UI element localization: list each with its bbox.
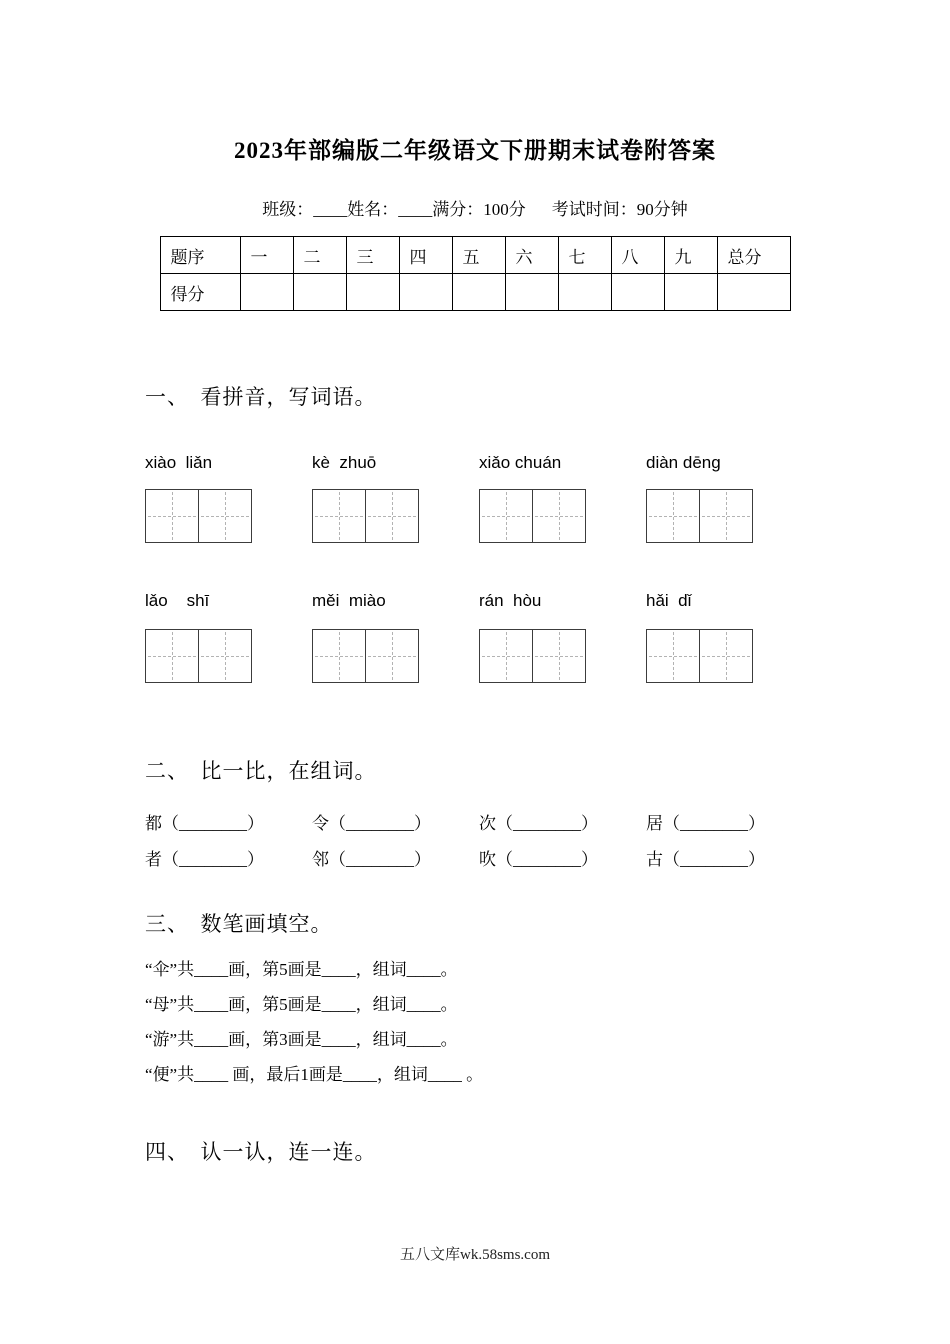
writing-cell	[532, 490, 585, 542]
writing-cell	[647, 630, 699, 682]
exam-time-label: 考试时间：90分钟	[551, 200, 688, 219]
stroke-count-line: “伞”共____画，第5画是____，组词____。	[145, 960, 458, 979]
writing-grid	[479, 629, 586, 683]
writing-cell	[313, 490, 365, 542]
writing-grid	[312, 629, 419, 683]
pinyin-row-2	[145, 591, 825, 611]
pinyin-word: diàn dēng	[646, 453, 721, 472]
header-cell-5: 五	[452, 237, 505, 274]
header-cell-total: 总分	[717, 237, 790, 274]
pinyin-word: kè zhuō	[312, 453, 377, 472]
header-cell-4: 四	[399, 237, 452, 274]
score-row-label: 得分	[160, 274, 240, 311]
word-blank: 次（________）	[479, 814, 598, 833]
writing-cell	[532, 630, 585, 682]
score-cell	[611, 274, 664, 311]
score-cell	[452, 274, 505, 311]
pinyin-row-1	[145, 453, 825, 473]
header-cell-9: 九	[664, 237, 717, 274]
word-blank: 令（________）	[312, 814, 431, 833]
score-table-header-row	[160, 237, 790, 274]
score-cell	[240, 274, 293, 311]
score-cell	[717, 274, 790, 311]
score-cell	[346, 274, 399, 311]
pinyin-word: xiǎo chuán	[479, 453, 562, 472]
writing-cell	[146, 630, 198, 682]
header-cell-1: 一	[240, 237, 293, 274]
score-table	[160, 236, 791, 311]
word-blank: 古（________）	[646, 850, 765, 869]
header-cell-2: 二	[293, 237, 346, 274]
exam-body	[145, 381, 825, 1166]
stroke-count-line: “母”共____画，第5画是____，组词____。	[145, 995, 458, 1014]
writing-cell	[699, 630, 752, 682]
writing-grid-row-2	[145, 629, 825, 683]
writing-grid	[479, 489, 586, 543]
page-title: 2023年部编版二年级语文下册期末试卷附答案	[234, 138, 716, 163]
writing-cell	[198, 490, 251, 542]
header-cell-6: 六	[505, 237, 558, 274]
pinyin-word: lǎo shī	[145, 591, 210, 610]
word-blank: 邻（________）	[312, 850, 431, 869]
stroke-count-line: “游”共____画，第3画是____，组词____。	[145, 1030, 458, 1049]
header-cell-tixu: 题序	[160, 237, 240, 274]
stroke-count-lines	[145, 952, 825, 1092]
class-blank: 班级：____	[262, 200, 348, 219]
pinyin-word: rán hòu	[479, 591, 542, 610]
header-cell-3: 三	[346, 237, 399, 274]
word-blank: 者（________）	[145, 850, 264, 869]
section-one-heading: 一、 看拼音，写词语。	[145, 385, 377, 409]
writing-cell	[313, 630, 365, 682]
pinyin-word: xiào liǎn	[145, 453, 213, 472]
pinyin-word: hǎi dǐ	[646, 591, 692, 610]
writing-cell	[365, 630, 418, 682]
section-two-heading: 二、 比一比，在组词。	[145, 759, 377, 783]
score-cell	[664, 274, 717, 311]
writing-cell	[198, 630, 251, 682]
full-score-label: 满分：100分	[432, 200, 526, 219]
word-compare-row-1	[145, 809, 825, 834]
name-blank: 姓名：____	[347, 200, 433, 219]
writing-cell	[146, 490, 198, 542]
word-compare-row-2	[145, 845, 825, 870]
writing-grid	[646, 489, 753, 543]
writing-grid	[312, 489, 419, 543]
writing-cell	[480, 490, 532, 542]
header-cell-7: 七	[558, 237, 611, 274]
writing-cell	[480, 630, 532, 682]
score-cell	[505, 274, 558, 311]
writing-grid	[646, 629, 753, 683]
writing-grid	[145, 629, 252, 683]
score-cell	[399, 274, 452, 311]
stroke-count-line: “便”共____ 画，最后1画是____，组词____ 。	[145, 1065, 484, 1084]
writing-cell	[365, 490, 418, 542]
word-blank: 都（________）	[145, 814, 264, 833]
section-four-heading: 四、 认一认，连一连。	[145, 1140, 377, 1164]
score-cell	[293, 274, 346, 311]
score-cell	[558, 274, 611, 311]
writing-grid	[145, 489, 252, 543]
word-blank: 吹（________）	[479, 850, 598, 869]
pinyin-word: měi miào	[312, 591, 386, 610]
writing-cell	[647, 490, 699, 542]
writing-cell	[699, 490, 752, 542]
section-three-heading: 三、 数笔画填空。	[145, 912, 333, 936]
score-table-score-row	[160, 274, 790, 311]
word-blank: 居（________）	[646, 814, 765, 833]
writing-grid-row-1	[145, 489, 825, 543]
exam-info-line	[0, 195, 950, 220]
header-cell-8: 八	[611, 237, 664, 274]
page-footer-watermark: 五八文库wk.58sms.com	[399, 1247, 550, 1263]
